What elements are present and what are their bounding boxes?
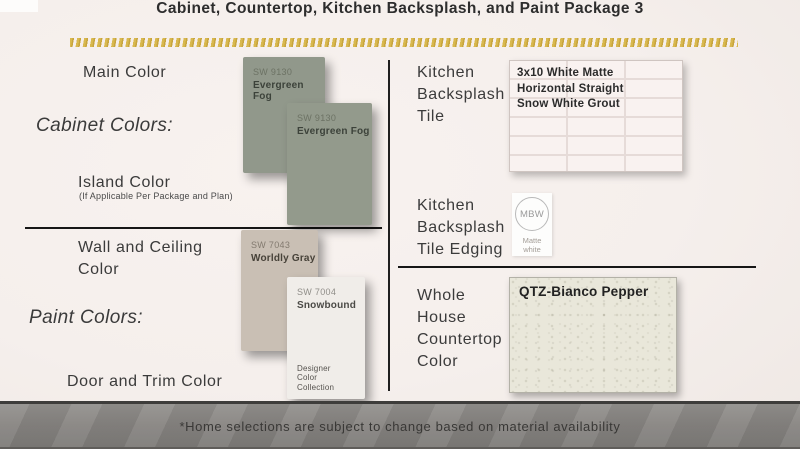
right-horizontal-divider bbox=[398, 266, 756, 268]
page-title: Cabinet, Countertop, Kitchen Backsplash, and Paint Package 3 bbox=[156, 0, 644, 17]
paint-code: SW 9130 bbox=[253, 67, 293, 77]
main-color-label: Main Color bbox=[83, 64, 167, 81]
paint-chip-island-evergreen-fog bbox=[287, 103, 372, 225]
island-color-note: (If Applicable Per Package and Plan) bbox=[79, 191, 233, 201]
edging-sample-badge bbox=[512, 193, 552, 256]
backsplash-tile-sample bbox=[509, 60, 683, 172]
paint-code: SW 9130 bbox=[297, 113, 337, 123]
paint-colors-heading: Paint Colors: bbox=[29, 307, 143, 328]
designer-collection-label: Designer Color Collection bbox=[297, 363, 335, 392]
paint-name: Evergreen Fog bbox=[297, 126, 370, 137]
paint-name: Snowbound bbox=[297, 300, 357, 311]
countertop-label: Whole House Countertop Color bbox=[417, 287, 503, 370]
paint-code: SW 7043 bbox=[251, 240, 291, 250]
disclaimer-text: *Home selections are subject to change based on material availability bbox=[179, 419, 621, 434]
door-trim-label: Door and Trim Color bbox=[67, 373, 223, 390]
island-color-label: Island Color bbox=[78, 174, 171, 191]
tile-description: 3x10 White Matte Horizontal Straight Snow White Grout bbox=[517, 67, 624, 110]
paint-chip-snowbound bbox=[287, 277, 365, 399]
backsplash-tile-label: Kitchen Backsplash Tile bbox=[417, 64, 505, 125]
paint-name: Evergreen Fog bbox=[253, 80, 304, 102]
vertical-divider bbox=[388, 60, 390, 391]
wall-ceiling-label: Wall and Ceiling Color bbox=[78, 239, 203, 278]
edging-finish-name: Matte white bbox=[522, 236, 542, 254]
paint-code: SW 7004 bbox=[297, 287, 337, 297]
paint-name: Worldly Gray bbox=[251, 253, 316, 264]
edging-abbr-circle: MBW bbox=[515, 197, 549, 231]
countertop-sample bbox=[509, 277, 677, 393]
left-horizontal-divider bbox=[25, 227, 382, 229]
cabinet-colors-heading: Cabinet Colors: bbox=[36, 115, 173, 136]
gold-hatched-divider bbox=[70, 38, 738, 47]
backsplash-edging-label: Kitchen Backsplash Tile Edging bbox=[417, 197, 505, 258]
footer-bar bbox=[0, 401, 800, 449]
countertop-name: QTZ-Bianco Pepper bbox=[519, 284, 649, 299]
